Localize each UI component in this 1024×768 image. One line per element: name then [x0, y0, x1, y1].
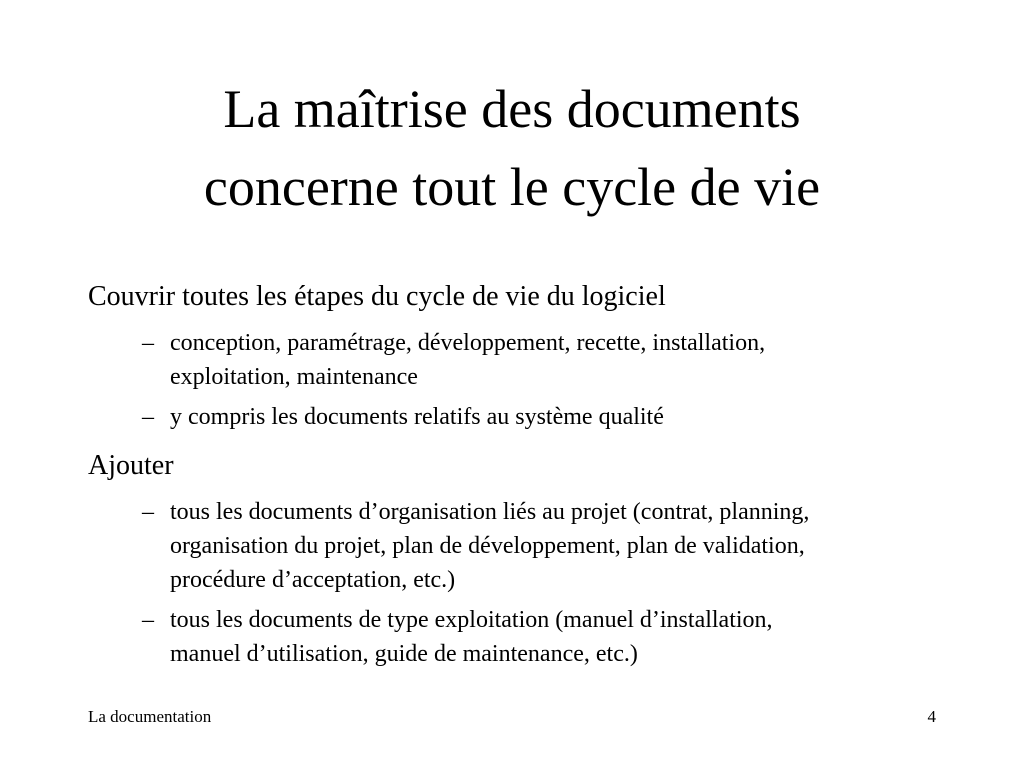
bullet-text-line: tous les documents de type exploitation (manuel d’installation,: [170, 607, 773, 633]
dash-marker: –: [142, 404, 154, 430]
title-line-2: concerne tout le cycle de vie: [203, 157, 821, 218]
footer-title: La documentation: [88, 707, 212, 726]
bullet-text-line: conception, paramétrage, développement, recette, installation,: [170, 330, 766, 356]
bullet-level1: Couvrir toutes les étapes du cycle de vie du logiciel: [88, 281, 666, 312]
bullet-text-line: manuel d’utilisation, guide de maintenance, etc.): [170, 641, 638, 667]
bullet-level2: [88, 326, 968, 394]
bullet-level2: [88, 495, 968, 597]
bullet-text-line: tous les documents d’organisation liés au projet (contrat, planning,: [170, 499, 810, 525]
bullet-text-line: organisation du projet, plan de développement, plan de validation,: [170, 533, 805, 559]
slide-title: [0, 70, 1024, 227]
bullet-level2: [88, 400, 968, 434]
bullet-text-line: procédure d’acceptation, etc.): [170, 567, 456, 593]
bullet-level1: Ajouter: [88, 450, 174, 481]
page-number: 4: [927, 707, 936, 726]
dash-marker: –: [142, 330, 154, 356]
dash-marker: –: [142, 607, 154, 633]
slide-content: [88, 280, 968, 677]
bullet-text-line: exploitation, maintenance: [170, 364, 418, 390]
bullet-text-line: y compris les documents relatifs au système qualité: [170, 404, 664, 430]
title-line-1: La maîtrise des documents: [223, 79, 801, 139]
dash-marker: –: [142, 499, 154, 525]
bullet-level2: [88, 603, 968, 671]
